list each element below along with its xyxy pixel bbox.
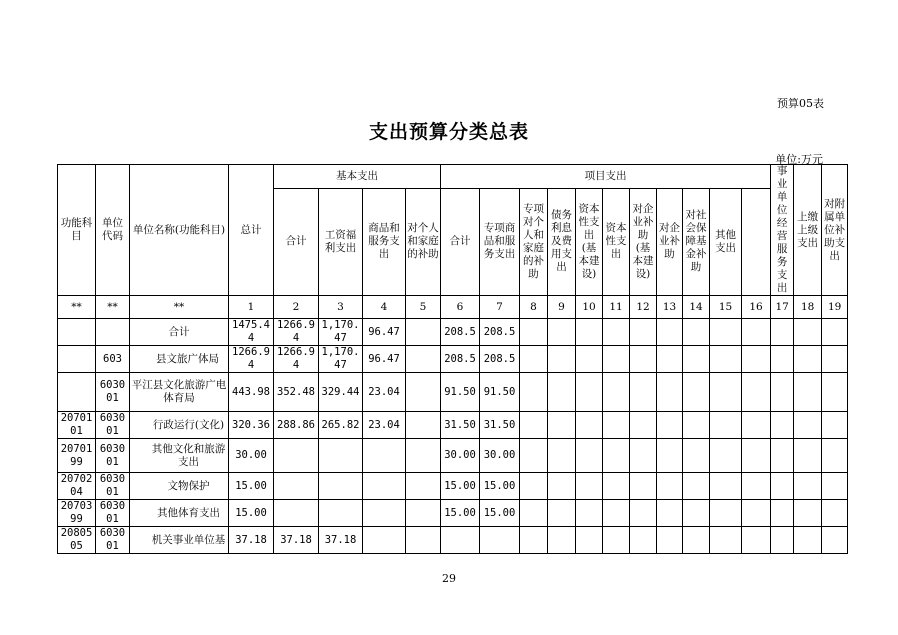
basic-sum-cell: 352.48	[274, 373, 319, 412]
empty-cell	[630, 527, 657, 554]
goods-cell	[363, 500, 406, 527]
empty-cell	[603, 473, 630, 500]
empty-cell	[794, 500, 822, 527]
table-row	[58, 412, 848, 439]
empty-cell	[603, 373, 630, 412]
empty-cell	[683, 500, 710, 527]
unit-name-cell: 合计	[130, 319, 229, 346]
table-row	[58, 319, 848, 346]
empty-cell	[771, 473, 794, 500]
empty-cell	[520, 473, 548, 500]
col-unit-code-header: 单位代码	[96, 165, 130, 296]
unit-name-cell: 其他文化和旅游支出	[130, 439, 229, 473]
special-goods-cell: 31.50	[480, 412, 520, 439]
col-special-goods-header: 专项商品和服务支出	[480, 188, 520, 295]
empty-cell	[683, 527, 710, 554]
basic-sum-cell	[274, 500, 319, 527]
personal-cell	[406, 439, 441, 473]
unit-code-cell: 603	[96, 346, 130, 373]
unit-name-cell: 文物保护	[130, 473, 229, 500]
empty-cell	[683, 346, 710, 373]
index-cell: 9	[548, 296, 576, 319]
empty-cell	[742, 412, 771, 439]
salary-cell	[319, 473, 363, 500]
func-code-cell: 2080505	[58, 527, 96, 554]
empty-cell	[576, 500, 603, 527]
empty-cell	[794, 439, 822, 473]
salary-cell: 1,170.47	[319, 346, 363, 373]
empty-cell	[630, 439, 657, 473]
empty-cell	[822, 473, 848, 500]
basic-sum-cell: 37.18	[274, 527, 319, 554]
special-goods-cell: 91.50	[480, 373, 520, 412]
empty-cell	[548, 373, 576, 412]
empty-cell	[576, 439, 603, 473]
empty-cell	[630, 500, 657, 527]
empty-cell	[822, 319, 848, 346]
total-cell: 15.00	[229, 473, 274, 500]
basic-sum-cell	[274, 473, 319, 500]
goods-cell: 23.04	[363, 412, 406, 439]
basic-sum-cell: 288.86	[274, 412, 319, 439]
col-unit-name-header: 单位名称(功能科目)	[130, 165, 229, 296]
col-basic-sum-header: 合计	[274, 188, 319, 295]
index-cell: 2	[274, 296, 319, 319]
empty-cell	[771, 373, 794, 412]
unit-name-cell: 行政运行(文化)	[130, 412, 229, 439]
salary-cell	[319, 439, 363, 473]
func-code-cell: 2070101	[58, 412, 96, 439]
empty-cell	[520, 439, 548, 473]
empty-cell	[822, 373, 848, 412]
special-goods-cell: 15.00	[480, 473, 520, 500]
project-sum-cell: 31.50	[441, 412, 480, 439]
empty-cell	[603, 319, 630, 346]
empty-cell	[794, 319, 822, 346]
index-cell: 10	[576, 296, 603, 319]
goods-cell: 23.04	[363, 373, 406, 412]
index-cell: 18	[794, 296, 822, 319]
unit-code-cell: 603001	[96, 412, 130, 439]
empty-cell	[683, 473, 710, 500]
unit-name-cell: 县文旅广体局	[130, 346, 229, 373]
basic-sum-cell: 1266.94	[274, 346, 319, 373]
empty-cell	[710, 473, 742, 500]
project-sum-cell: 30.00	[441, 439, 480, 473]
empty-cell	[603, 500, 630, 527]
empty-cell	[630, 373, 657, 412]
index-cell: 4	[363, 296, 406, 319]
empty-cell	[822, 412, 848, 439]
personal-cell	[406, 473, 441, 500]
empty-cell	[603, 527, 630, 554]
special-goods-cell	[480, 527, 520, 554]
empty-cell	[657, 473, 683, 500]
page-number: 29	[442, 572, 456, 585]
empty-cell	[822, 346, 848, 373]
personal-cell	[406, 319, 441, 346]
empty-cell	[576, 319, 603, 346]
col-personal-header: 对个人和家庭的补助	[406, 188, 441, 295]
goods-cell: 96.47	[363, 319, 406, 346]
col-debt-header: 债务利息及费用支出	[548, 188, 576, 295]
unit-name-cell: 其他体育支出	[130, 500, 229, 527]
index-cell: 16	[742, 296, 771, 319]
empty-cell	[657, 527, 683, 554]
empty-cell	[657, 346, 683, 373]
col-social-header: 对社会保障基金补助	[683, 188, 710, 295]
basic-expense-group-header: 基本支出	[274, 165, 441, 189]
col-operating-header: 事业单位经营服务支出	[771, 165, 794, 296]
func-code-cell	[58, 319, 96, 346]
col-capital-header: 资本性支出	[603, 188, 630, 295]
project-sum-cell: 208.5	[441, 346, 480, 373]
empty-cell	[710, 319, 742, 346]
empty-cell	[548, 319, 576, 346]
salary-cell: 265.82	[319, 412, 363, 439]
special-goods-cell: 208.5	[480, 319, 520, 346]
index-cell: **	[96, 296, 130, 319]
unit-code-cell: 603001	[96, 373, 130, 412]
col-enterprise-header: 对企业补助	[657, 188, 683, 295]
empty-cell	[742, 473, 771, 500]
special-goods-cell: 208.5	[480, 346, 520, 373]
empty-cell	[576, 473, 603, 500]
empty-cell	[520, 527, 548, 554]
empty-cell	[794, 527, 822, 554]
empty-cell	[710, 373, 742, 412]
unit-code-cell: 603001	[96, 527, 130, 554]
empty-cell	[548, 527, 576, 554]
empty-cell	[683, 319, 710, 346]
empty-cell	[683, 412, 710, 439]
col-other-header: 其他支出	[710, 188, 742, 295]
empty-cell	[520, 500, 548, 527]
empty-cell	[742, 346, 771, 373]
func-code-cell: 2070199	[58, 439, 96, 473]
col-special-personal-header: 专项对个人和家庭的补助	[520, 188, 548, 295]
empty-cell	[603, 439, 630, 473]
total-cell: 1475.44	[229, 319, 274, 346]
col-affiliated-header: 对附属单位补助支出	[822, 165, 848, 296]
total-cell: 1266.94	[229, 346, 274, 373]
project-sum-cell	[441, 527, 480, 554]
col-enterprise-construct-header: 对企业补助(基本建设)	[630, 188, 657, 295]
table-row	[58, 473, 848, 500]
index-cell: 12	[630, 296, 657, 319]
empty-cell	[683, 439, 710, 473]
empty-cell	[742, 527, 771, 554]
basic-sum-cell	[274, 439, 319, 473]
empty-cell	[576, 346, 603, 373]
empty-cell	[710, 500, 742, 527]
unit-code-cell: 603001	[96, 473, 130, 500]
basic-sum-cell: 1266.94	[274, 319, 319, 346]
personal-cell	[406, 527, 441, 554]
empty-cell	[630, 473, 657, 500]
col-goods-header: 商品和服务支出	[363, 188, 406, 295]
empty-cell	[576, 412, 603, 439]
index-cell: 17	[771, 296, 794, 319]
empty-cell	[548, 439, 576, 473]
empty-cell	[710, 412, 742, 439]
empty-cell	[548, 412, 576, 439]
empty-cell	[794, 373, 822, 412]
project-sum-cell: 91.50	[441, 373, 480, 412]
empty-cell	[576, 373, 603, 412]
empty-cell	[794, 473, 822, 500]
empty-cell	[794, 412, 822, 439]
empty-cell	[771, 439, 794, 473]
empty-cell	[771, 500, 794, 527]
page-title: 支出预算分类总表	[368, 121, 529, 143]
col-salary-header: 工资福利支出	[319, 188, 363, 295]
empty-cell	[520, 319, 548, 346]
total-cell: 320.36	[229, 412, 274, 439]
goods-cell	[363, 527, 406, 554]
special-goods-cell: 15.00	[480, 500, 520, 527]
empty-cell	[710, 439, 742, 473]
empty-cell	[710, 527, 742, 554]
index-cell: 11	[603, 296, 630, 319]
empty-cell	[794, 346, 822, 373]
index-cell: **	[58, 296, 96, 319]
table-row	[58, 439, 848, 473]
table-row	[58, 500, 848, 527]
index-cell: 15	[710, 296, 742, 319]
empty-cell	[742, 319, 771, 346]
project-sum-cell: 208.5	[441, 319, 480, 346]
total-cell: 15.00	[229, 500, 274, 527]
project-sum-cell: 15.00	[441, 473, 480, 500]
goods-cell	[363, 473, 406, 500]
empty-cell	[548, 500, 576, 527]
empty-cell	[742, 373, 771, 412]
personal-cell	[406, 373, 441, 412]
empty-cell	[822, 527, 848, 554]
personal-cell	[406, 500, 441, 527]
empty-cell	[657, 500, 683, 527]
unit-name-cell: 平江县文化旅游广电体育局	[130, 373, 229, 412]
salary-cell: 37.18	[319, 527, 363, 554]
col-func-code-header: 功能科目	[58, 165, 96, 296]
index-cell: 3	[319, 296, 363, 319]
unit-code-cell: 603001	[96, 500, 130, 527]
project-sum-cell: 15.00	[441, 500, 480, 527]
col-remit-header: 上缴上级支出	[794, 165, 822, 296]
empty-cell	[630, 319, 657, 346]
header-row-group	[58, 165, 848, 189]
index-cell: 13	[657, 296, 683, 319]
empty-cell	[771, 346, 794, 373]
empty-cell	[603, 412, 630, 439]
func-code-cell	[58, 346, 96, 373]
func-code-cell	[58, 373, 96, 412]
total-cell: 443.98	[229, 373, 274, 412]
goods-cell: 96.47	[363, 346, 406, 373]
empty-cell	[520, 346, 548, 373]
table-row	[58, 527, 848, 554]
empty-cell	[683, 373, 710, 412]
empty-cell	[742, 500, 771, 527]
index-row	[58, 296, 848, 319]
budget-table	[57, 164, 848, 554]
project-expense-group-header: 项目支出	[441, 165, 771, 189]
index-cell: 6	[441, 296, 480, 319]
personal-cell	[406, 346, 441, 373]
index-cell: 8	[520, 296, 548, 319]
empty-cell	[822, 500, 848, 527]
empty-cell	[576, 527, 603, 554]
index-cell: 7	[480, 296, 520, 319]
salary-cell: 329.44	[319, 373, 363, 412]
empty-cell	[771, 527, 794, 554]
empty-cell	[771, 319, 794, 346]
empty-cell	[630, 412, 657, 439]
table-row	[58, 373, 848, 412]
total-cell: 37.18	[229, 527, 274, 554]
unit-label: 单位:万元	[775, 153, 823, 166]
index-cell: 1	[229, 296, 274, 319]
empty-cell	[520, 412, 548, 439]
empty-cell	[520, 373, 548, 412]
empty-cell	[822, 439, 848, 473]
total-cell: 30.00	[229, 439, 274, 473]
index-cell: 14	[683, 296, 710, 319]
empty-cell	[603, 346, 630, 373]
func-code-cell: 2070204	[58, 473, 96, 500]
unit-name-cell: 机关事业单位基	[130, 527, 229, 554]
table-row	[58, 346, 848, 373]
index-cell: **	[130, 296, 229, 319]
empty-cell	[630, 346, 657, 373]
col-total-header: 总计	[229, 165, 274, 296]
empty-cell	[548, 473, 576, 500]
unit-code-cell: 603001	[96, 439, 130, 473]
index-cell: 5	[406, 296, 441, 319]
empty-cell	[548, 346, 576, 373]
goods-cell	[363, 439, 406, 473]
salary-cell	[319, 500, 363, 527]
doc-code: 预算05表	[777, 97, 824, 110]
index-cell: 19	[822, 296, 848, 319]
func-code-cell: 2070399	[58, 500, 96, 527]
col-project-sum-header: 合计	[441, 188, 480, 295]
personal-cell	[406, 412, 441, 439]
empty-cell	[710, 346, 742, 373]
empty-cell	[742, 439, 771, 473]
special-goods-cell: 30.00	[480, 439, 520, 473]
col-capital-construct-header: 资本性支出(基本建设)	[576, 188, 603, 295]
empty-cell	[657, 319, 683, 346]
salary-cell: 1,170.47	[319, 319, 363, 346]
empty-cell	[657, 373, 683, 412]
empty-cell	[657, 439, 683, 473]
unit-code-cell	[96, 319, 130, 346]
empty-cell	[657, 412, 683, 439]
empty-cell	[771, 412, 794, 439]
